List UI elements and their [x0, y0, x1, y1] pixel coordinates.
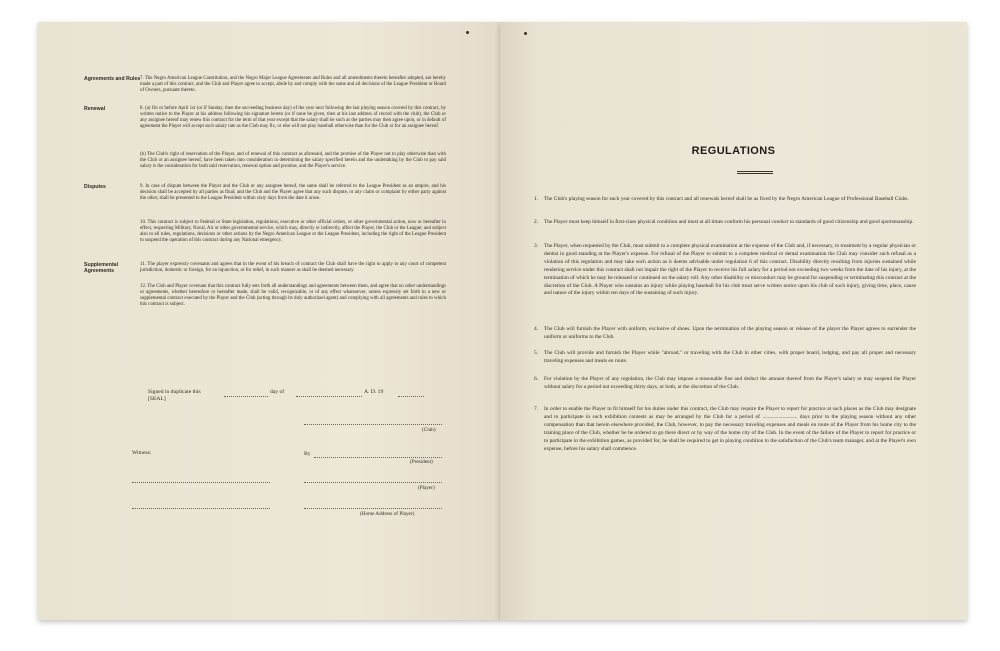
day-of-text: day of — [270, 389, 285, 395]
date-year-line[interactable] — [398, 396, 424, 397]
regulation-3 — [534, 243, 916, 298]
regulation-1 — [534, 196, 916, 204]
clause-text: 11. The player expressly covenants and agrees that in the event of his breach of contract the Club shall have the right to apply to any court of competent jurisdiction, domestic or foreign, for an injunction, or for relief, in such manner as shall be deemed necessary. — [140, 262, 446, 274]
president-caption: (President) — [410, 459, 433, 465]
seal-text: [SEAL] — [148, 396, 166, 402]
regulation-text: The Club's playing season for each year covered by this contract and all renewals hereof shall be as fixed by the Negro American League of Professional Baseball Clubs. — [544, 196, 909, 202]
regulation-text: The Club will furnish the Player with uniform, exclusive of shoes. Upon the termination of the playing season or release of the player the Player agrees to surrender the uniform or uniforms to the Club. — [544, 326, 916, 340]
clause-text: (b) The Club's right of reservation of the Player, and of renewal of this contract as aforesaid, and the promise of the Player not to play otherwise than with the Club or an assignee hereof, have been taken into consideration in determining the salary specified herein and the undertaking by the Club to pay said salary is the consideration for both said reservation, renewal option and promise, and the Player's service. — [140, 152, 446, 170]
by-label: By — [304, 451, 311, 457]
player-caption: (Player) — [418, 485, 435, 491]
president-line[interactable] — [314, 457, 442, 458]
regulation-5 — [534, 350, 916, 366]
regulation-number: 3. — [534, 243, 539, 249]
ad-text: A. D. 19 — [364, 389, 384, 395]
clause-text: 7. The Negro American League Constitution, and the Negro Major League Agreements and Rules and all amendments thereto hereafter adopted, are hereby made a part of this contract, and the Club and Player agree to accept, abide by and comply with the same and all decisions of the League President or Board of Owners, pursuant thereto. — [140, 76, 446, 94]
regulation-text: The Club will provide and furnish the Player while "abroad," or traveling with the Club in other cities, with proper board, lodging, and pay all proper and necessary traveling expenses and meals en route. — [544, 350, 916, 364]
clause-text: 10. This contract is subject to Federal or State legislation, regulations, executive or other official orders, or other governmental action, now or hereafter in effect, respecting Military, Naval, Air or other governmental service, which may, directly or indirectly, affect the Player, the Club or the League; and subject also to all rules, regulations, decisions or other actions by the Negro American League or the League President, including the right of the League President to suspend the operation of this contract during any National emergency. — [140, 220, 446, 244]
regulation-number: 4. — [534, 326, 539, 332]
date-day-line[interactable] — [224, 396, 268, 397]
side-heading: Disputes — [84, 184, 106, 190]
witness-line-2[interactable] — [132, 508, 270, 509]
regulation-number: 6. — [534, 376, 539, 382]
ink-dot — [524, 32, 527, 35]
club-caption: (Club) — [422, 427, 436, 433]
side-heading: Supplemental Agreements — [84, 262, 119, 275]
home-address-caption: (Home Address of Player) — [360, 511, 415, 517]
regulation-4 — [534, 326, 916, 342]
clause-text: 9. In case of dispute between the Player and the Club or any assignee hereof, the same shall be referred to the League President as an umpire, and his decision shall be accepted by all parties as final; and the Club and the Player agree that any such dispute, or any claim or complaint by either party against the other, shall be presented to the League President within sixty days from the date it arose. — [140, 184, 446, 202]
signed-in-duplicate: Signed in duplicate this — [148, 389, 201, 395]
regulations-title: REGULATIONS — [691, 145, 776, 157]
regulation-number: 2. — [534, 219, 539, 225]
regulation-6 — [534, 376, 916, 392]
regulation-7 — [534, 406, 916, 453]
clause-text: 8. (a) On or before April 1st (or if Sunday, then the succeeding business day) of the year next following the last playing season covered by this contract, by written notice to the Player at his address following his signature hereto (or if none be given, then at his last address of record with the club), the Club or any assignee hereof may renew this contract for the term of that year except that the salary shall be such as the parties may then agree upon, or in default of agreement the Player will accept such salary rate as the Club may fix, or else will not play baseball otherwise than for the Club or for an assignee hereof. — [140, 106, 446, 130]
left-page — [38, 22, 500, 620]
clause-text: 12. The Club and Player covenant that this contract fully sets forth all understandings and agreements between them, and agree that no other understandings or agreements, whether heretofore or hereafter made, shall be valid, recognizable, or of any effect whatsoever, unless expressly set forth in a new or supplemental contract executed by the Player and the Club (acting through its duly authorized agent) and complying with all agreements and rules to which this contract is subject. — [140, 284, 446, 308]
home-address-line[interactable] — [304, 508, 442, 509]
regulation-2 — [534, 219, 916, 227]
date-month-line[interactable] — [296, 396, 362, 397]
ink-dot — [466, 31, 469, 34]
regulation-text: The Player must keep himself in first-class physical condition and must at all times conform his personal conduct to standards of good citizenship and good sportsmanship. — [544, 219, 914, 225]
regulation-text: In order to enable the Player to fit himself for his duties under this contract, the Club may require the Player to report for practice at such places as the Club may designate and to participate in such exhibition contests as may be arranged by the Club for a period of .......................... days prior to the playing season without any other compensation than that herein elsewhere provided, the Club, however, to pay the necessary traveling expenses and meals en route of the Player from his home city to the training place of the Club, whether he be ordered to go there direct or by way of the home city of the Club. In the event of the failure of the Player to report for practice or to participate in the exhibition games, as provided for, he shall be required to get in playing condition to the satisfaction of the Club's team manager, and at the Player's own expense, before his salary shall commence. — [544, 406, 916, 452]
side-heading: Renewal — [84, 106, 106, 112]
club-line[interactable] — [304, 424, 442, 425]
right-page — [500, 22, 967, 620]
regulation-number: 7. — [534, 406, 539, 412]
title-underline — [737, 171, 773, 174]
regulation-text: The Player, when requested by the Club, must submit to a complete physical examination at the expense of the Club and, if necessary, to treatment by a regular physician or dentist in good standing at the Player's expense. For refusal of the Player to submit to a complete medical or dental examination the Club may consider such refusal as a violation of this regulation and may take such action as it deems advisable under regulation 6 of this contract. Disability directly resulting from injuries sustained while rendering service under this contract shall not impair the right of the Player to receive his full salary for a period not exceeding two weeks from the date of his injury, at the termination of which he may be released or continued on the salary roll. Any other disability or misconduct may be ground for suspending or terminating this contract at the discretion of the Club. A Player who sustains an injury while playing baseball for his club must serve written notice upon his club of such injury, giving time, place, cause and nature of the injury within ten days of the sustaining of such injury. — [544, 243, 916, 297]
regulation-number: 1. — [534, 196, 539, 202]
regulation-number: 5. — [534, 350, 539, 356]
witness-line-1[interactable] — [132, 482, 270, 483]
witness-label: Witness: — [132, 450, 152, 456]
player-line[interactable] — [304, 482, 442, 483]
side-heading: Agreements and Rules — [84, 76, 141, 82]
regulation-text: For violation by the Player of any regulation, the Club may impose a reasonable fine and deduct the amount thereof from the Player's salary or may suspend the Player without salary for a period not exceeding thirty days, or both, at the discretion of the Club. — [544, 376, 916, 390]
